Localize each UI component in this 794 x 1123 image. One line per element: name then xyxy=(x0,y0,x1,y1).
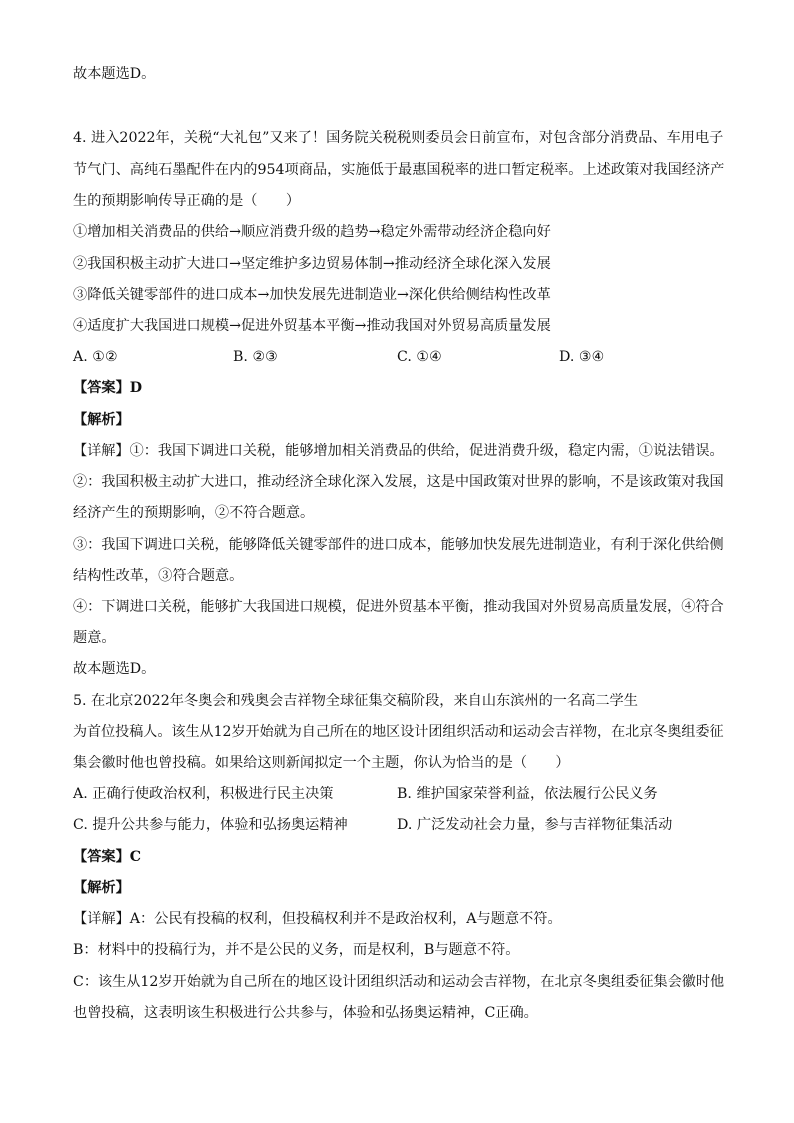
q4-analysis-heading: 【解析】 xyxy=(73,412,130,428)
q5-analysis-heading: 【解析】 xyxy=(73,880,130,896)
q4-detail-line-6: ④：下调进口关税，能够扩大我国进口规模，促进外贸基本平衡，推动我国对外贸易高质量发展，④符合 xyxy=(73,599,724,615)
q5-detail-line-1: 【详解】A：公民有投稿的权利，但投稿权利并不是政治权利，A与题意不符。 xyxy=(73,911,562,927)
q5-option-c: C. 提升公共参与能力，体验和弘扬奥运精神 xyxy=(73,817,348,833)
q4-detail-line-4: ③：我国下调进口关税，能够降低关键零部件的进口成本，能够加快发展先进制造业，有利于深化供给侧 xyxy=(73,537,724,553)
q4-stem-line-1: 4. 进入2022年，关税“大礼包”又来了！国务院关税税则委员会日前宣布，对包含部分消费品、车用电子 xyxy=(73,130,724,146)
q4-detail-line-3: 经济产生的预期影响，②不符合题意。 xyxy=(73,505,315,521)
q4-detail-line-7: 题意。 xyxy=(73,630,116,646)
q5-stem-line-2: 为首位投稿人。该生从12岁开始就为自己所在的地区设计团组织活动和运动会吉祥物，在北京冬奥组委征 xyxy=(73,724,724,740)
q5-option-d: D. 广泛发动社会力量，参与吉祥物征集活动 xyxy=(397,817,673,833)
q5-detail-line-4: 也曾投稿，这表明该生积极进行公共参与，体验和弘扬奥运精神，C正确。 xyxy=(73,1005,538,1021)
prev-conclusion: 故本题选D。 xyxy=(73,66,156,82)
q5-detail-line-2: B：材料中的投稿行为，并不是公民的义务，而是权利，B与题意不符。 xyxy=(73,942,520,958)
q4-detail-line-2: ②：我国积极主动扩大进口，推动经济全球化深入发展，这是中国政策对世界的影响，不是该政策对我国 xyxy=(73,474,724,490)
q4-stem-line-3: 生的预期影响传导正确的是（ ） xyxy=(73,193,301,209)
q4-detail-line-1: 【详解】①：我国下调进口关税，能够增加相关消费品的供给，促进消费升级，稳定内需，①说法错误。 xyxy=(73,443,724,459)
q5-option-b: B. 维护国家荣誉利益，依法履行公民义务 xyxy=(397,786,658,802)
q4-option-b: B. ②③ xyxy=(233,349,278,365)
q5-option-a: A. 正确行使政治权利，积极进行民主决策 xyxy=(73,786,334,802)
q4-item-4: ④适度扩大我国进口规模→促进外贸基本平衡→推动我国对外贸易高质量发展 xyxy=(73,318,551,334)
q4-option-d: D. ③④ xyxy=(559,349,605,365)
q5-detail-line-3: C：该生从12岁开始就为自己所在的地区设计团组织活动和运动会吉祥物，在北京冬奥组委征集会徽时他 xyxy=(73,974,725,990)
q4-option-c: C. ①④ xyxy=(397,349,442,365)
q4-item-3: ③降低关键零部件的进口成本→加快发展先进制造业→深化供给侧结构性改革 xyxy=(73,287,551,303)
q4-item-2: ②我国积极主动扩大进口→坚定维护多边贸易体制→推动经济全球化深入发展 xyxy=(73,256,551,272)
q5-answer: 【答案】C xyxy=(73,849,142,865)
q4-conclusion: 故本题选D。 xyxy=(73,661,156,677)
q4-option-a: A. ①② xyxy=(73,349,118,365)
q4-answer: 【答案】D xyxy=(73,380,143,396)
q5-stem-line-3: 集会徽时他也曾投稿。如果给这则新闻拟定一个主题，你认为恰当的是（ ） xyxy=(73,755,570,771)
q5-stem-line-1: 5. 在北京2022年冬奥会和残奥会吉祥物全球征集交稿阶段，来自山东滨州的一名高二学生 xyxy=(73,693,638,709)
q4-stem-line-2: 节气门、高纯石墨配件在内的954项商品，实施低于最惠国税率的进口暂定税率。上述政策对我国经济产 xyxy=(73,162,725,178)
q4-item-1: ①增加相关消费品的供给→顺应消费升级的趋势→稳定外需带动经济企稳向好 xyxy=(73,224,551,240)
q4-detail-line-5: 结构性改革，③符合题意。 xyxy=(73,568,244,584)
